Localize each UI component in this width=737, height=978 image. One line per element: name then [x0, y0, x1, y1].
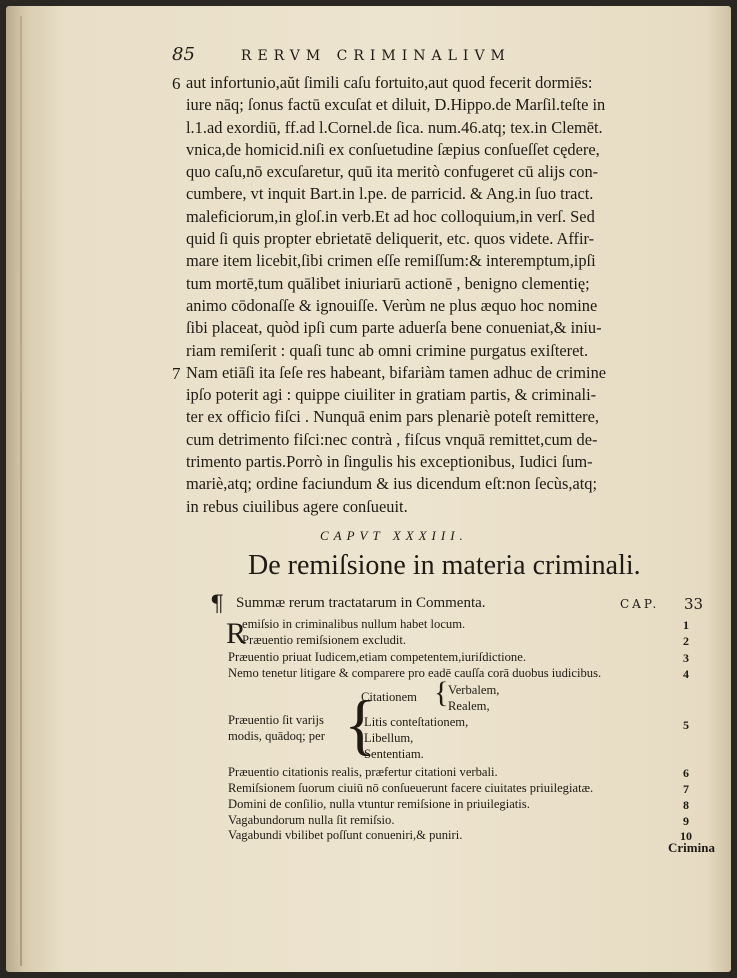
branch-realem: Realem,: [448, 699, 490, 713]
summary-item-number: 9: [683, 814, 689, 828]
text-line: ſibi placeat, quòd ipſi cum parte aduerſa bene conueniat,& iniu-: [186, 318, 602, 338]
text-line: quo caſu,nō excuſaretur, quū ita meritò confugeret cū alijs con-: [186, 162, 599, 182]
summary-item-number: 2: [683, 634, 689, 648]
text-line: maleficiorum,in gloſ.in verb.Et ad hoc colloquium,in verſ. Sed: [186, 206, 595, 226]
paragraph-marker-7: 7: [172, 364, 181, 383]
running-header: [172, 44, 672, 68]
page-gutter: [20, 16, 22, 966]
text-line: tum mortē,tum quālibet iniuriarū actionē , benigno clementię;: [186, 273, 590, 293]
branch-sententiam: Sententiam.: [364, 747, 424, 761]
summary-item: Vagabundorum nulla ſit remiſsio.: [228, 813, 395, 827]
text-line: aut infortunio,aŭt ſimili caſu fortuito,aut quod fecerit dormiēs:: [186, 73, 593, 92]
text-line: in rebus ciuilibus agere conſueuit.: [186, 496, 408, 516]
paragraph-marker-6: 6: [172, 74, 181, 93]
text-line: mariè,atq; ordine faciundum & ius dicendum eſt:non ſecùs,atq;: [186, 474, 598, 494]
text-line: riam remiſerit : quaſi tunc ab omni crimine purgatus exiſteret.: [186, 340, 589, 360]
summary-item: Præuentio priuat Iudicem,etiam competentem,iuriſdictione.: [228, 650, 526, 664]
text-line: animo cōdonaſſe & ignouiſſe. Verùm ne plus æquo hoc nomine: [186, 295, 598, 315]
branch-verbalem: Verbalem,: [448, 683, 500, 697]
summary-item-number: 4: [683, 667, 689, 681]
chapter-title: De remiſsione in materia criminali.: [248, 550, 641, 581]
brace-large-icon: {: [344, 686, 377, 762]
summary-item: Domini de conſilio, nulla vtuntur remiſsione in priuilegiatis.: [228, 797, 530, 811]
text-line: vnica,de homicid.niſi ex conſuetudine ſæpius conſueſſet cędere,: [186, 139, 600, 159]
text-line: quid ſi quis propter ebrietatē deliquerit, etc. quos videte. Affir-: [186, 229, 595, 249]
catchword: Crimina: [668, 840, 715, 855]
branch-citationem: Citationem: [361, 690, 417, 704]
text-line: mare item licebit,ſibi crimen eſſe remiſſum:& interemptum,ipſi: [186, 251, 596, 271]
branch-stem-line1: Præuentio ſit varijs: [228, 713, 324, 727]
summary-item: Nemo tenetur litigare & comparere pro eadē cauſſa corā duobus iudicibus.: [228, 666, 602, 680]
summary-item-number: 3: [683, 651, 689, 665]
drop-cap: R: [226, 617, 247, 650]
branch-litis: Litis conteſtationem,: [364, 715, 469, 729]
page-number: 85: [172, 44, 195, 65]
summary-item: emiſsio in criminalibus nullum habet locum.: [242, 617, 466, 631]
branch-libellum: Libellum,: [364, 731, 414, 745]
cap-number: 33: [684, 595, 704, 613]
summary-item-number: 5: [683, 718, 689, 732]
summary-item: Præuentio remiſsionem excludit.: [242, 633, 407, 647]
summary-item-number: 10: [680, 829, 692, 843]
branch-stem-line2: modis, quādoq; per: [228, 729, 325, 743]
text-line: iure nāq; ſonus factū excuſat et diluit, D.Hippo.de Marſil.teſte in: [186, 95, 606, 115]
summary-item: Remiſsionem ſuorum ciuiū nō conſueuerunt facere ciuitates priuilegiatæ.: [228, 781, 594, 795]
text-line: Nam etiāſi ita ſeſe res habeant, bifariàm tamen adhuc de crimine: [186, 362, 607, 382]
chapter-label: CAPVT XXXIII.: [320, 528, 468, 543]
cap-label: CAP.: [620, 597, 660, 611]
text-line: cum detrimento fiſci:nec contrà , fiſcus vnquā remittet,cum de-: [186, 429, 598, 449]
pilcrow-icon: ¶: [210, 592, 224, 617]
body-text: [186, 72, 726, 518]
summary-item-number: 1: [683, 618, 689, 632]
text-line: ipſo poterit agi : quippe ciuiliter in gratiam partis, & criminali-: [186, 385, 597, 405]
text-line: ter ex officio fiſci . Nunquā enim pars plenariè poteſt remittere,: [186, 407, 599, 427]
text-line: cumbere, vt inquit Bart.in l.pe. de parricid. & Ang.in ſuo tract.: [186, 184, 594, 204]
summary-item: Præuentio citationis realis, præfertur citationi verbali.: [228, 765, 498, 779]
brace-small-icon: {: [434, 676, 449, 709]
summary-heading: [210, 592, 710, 616]
summary-title: Summæ rerum tractatarum in Commenta.: [236, 595, 486, 611]
text-line: l.1.ad exordiū, ff.ad l.Cornel.de ſica. num.46.atq; tex.in Clemēt.: [186, 117, 603, 137]
summary-item: Vagabundi vbilibet poſſunt conueniri,& puniri.: [228, 828, 463, 842]
text-line: trimento partis.Porrò in ſingulis his exceptionibus, Iudici ſum-: [186, 452, 593, 472]
summary-item-number: 8: [683, 798, 689, 812]
running-title: RERVM CRIMINALIVM: [240, 48, 511, 64]
summary-item-number: 7: [683, 782, 689, 796]
summary-item-number: 6: [683, 766, 689, 780]
